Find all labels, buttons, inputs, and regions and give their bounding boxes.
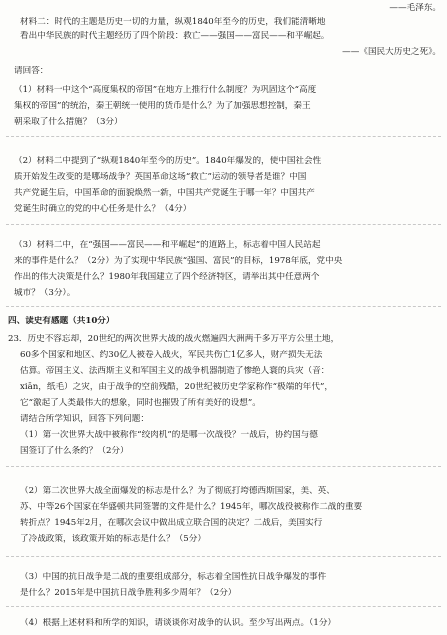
q23-instruction: 请结合所学知识，回答下列问题： bbox=[20, 414, 149, 424]
q22-1-line-3: 朝采取了什么措施？（3分） bbox=[14, 117, 123, 127]
q22-1-line-1: （1）材料一中这个“高度集权的帝国”在地方上推行什么制度？为巩固这个“高度 bbox=[14, 85, 317, 95]
q23-2-line-4: 了冷战政策，该政策开始的标志是什么？（5分） bbox=[20, 534, 206, 544]
q22-3-line-2: 来的事件是什么？（2分）为了实现中华民族“强国、富民”的目标，1978年底，党中央 bbox=[14, 256, 343, 266]
divider bbox=[6, 466, 441, 467]
q23-2-line-3: 转折点？1945年2月，在哪次会议中做出成立联合国的决定？二战后，美国实行 bbox=[20, 518, 323, 528]
section-four-heading: 四、读史有感题（共10分） bbox=[8, 316, 115, 326]
q23-3-line-1: （3）中国的抗日战争是二战的重要组成部分，标志着全国性抗日战争爆发的事件 bbox=[20, 572, 327, 582]
q22-2-line-4: 党诞生时确立的党的中心任务是什么？（4分） bbox=[14, 204, 192, 214]
q23-2-line-1: （2）第二次世界大战全面爆发的标志是什么？为了彻底打垮德西斯国家，美、英、 bbox=[20, 486, 335, 496]
q23-material-line-4: xiān，纸毛）之灾，由于战争的空前残酷，20世纪被历史学家称作“极端的年代”， bbox=[20, 382, 333, 392]
q23-material-line-3: 估算。帝国主义、法西斯主义和军国主义的战争机器制造了惨绝人寰的兵灾（音： bbox=[20, 366, 330, 376]
divider bbox=[6, 606, 441, 607]
divider bbox=[6, 224, 441, 225]
q22-2-line-2: 质开始发生改变的是哪场战争？英国革命这场“救亡”运动的领导者是谁？中国 bbox=[14, 172, 307, 182]
q23-2-line-2: 苏、中等26个国家在华盛顿共同签署的文件是什么？1945年，哪次战役被称作二战的重要 bbox=[20, 502, 363, 512]
q23-material-line-5: 它“激起了人类最伟大的想象，同时也摧毁了所有美好的设想”。 bbox=[20, 398, 261, 408]
q22-2-line-3: 共产党诞生后，中国革命的面貌焕然一新，中国共产党诞生于哪一年？中国共产 bbox=[14, 188, 315, 198]
q23-1-line-2: 国签订了什么条约？（2分） bbox=[20, 446, 129, 456]
material-two-line-1: 材料二：时代的主题是历史一切的力量，纵观1840年至今的历史，我们能清晰地 bbox=[20, 17, 326, 27]
quote-attribution-mao: ——毛泽东。 bbox=[389, 3, 441, 13]
q23-3-line-2: 是什么？2015年是中国抗日战争胜利多少周年？（2分） bbox=[20, 588, 237, 598]
answer-prompt: 请回答： bbox=[14, 66, 49, 76]
q22-3-line-4: 城市？（3分）。 bbox=[14, 288, 76, 298]
material-two-source: ——《国民大历史之死》。 bbox=[342, 47, 441, 57]
q22-2-line-1: （2）材料二中提到了“纵观1840年至今的历史”。1840年爆发的，使中国社会性 bbox=[14, 156, 322, 166]
q23-4-line-1: （4）根据上述材料和所学的知识，请谈谈你对战争的认识。至少写出两点。（1分） bbox=[20, 618, 337, 628]
q23-1-line-1: （1）第一次世界大战中被称作“绞肉机”的是哪一次战役？一战后，协约国与德 bbox=[20, 430, 318, 440]
material-two-line-2: 看出中华民族的时代主题经历了四个阶段：救亡——强国——富民——和平崛起。 bbox=[20, 31, 330, 41]
divider bbox=[6, 306, 441, 307]
divider bbox=[6, 136, 441, 137]
q22-1-line-2: 集权的帝国”的统治，秦王朝统一使用的货币是什么？为了加强思想控制，秦王 bbox=[14, 101, 311, 111]
q22-3-line-3: 作出的伟大决策是什么？1980年我国建立了四个经济特区，请举出其中任意两个 bbox=[14, 272, 320, 282]
q23-material-line-2: 60多个国家和地区、约30亿人被卷入战火，军民共伤亡1亿多人，财产损失无法 bbox=[20, 350, 323, 360]
divider bbox=[6, 556, 441, 557]
q23-material-line-1: 23．历史不容忘却，20世纪的两次世界大战的战火燃遍四大洲两千多万平方公里土地， bbox=[8, 334, 340, 344]
q22-3-line-1: （3）材料二中，在“强国——富民——和平崛起”的道路上，标志着中国人民站起 bbox=[14, 240, 321, 250]
